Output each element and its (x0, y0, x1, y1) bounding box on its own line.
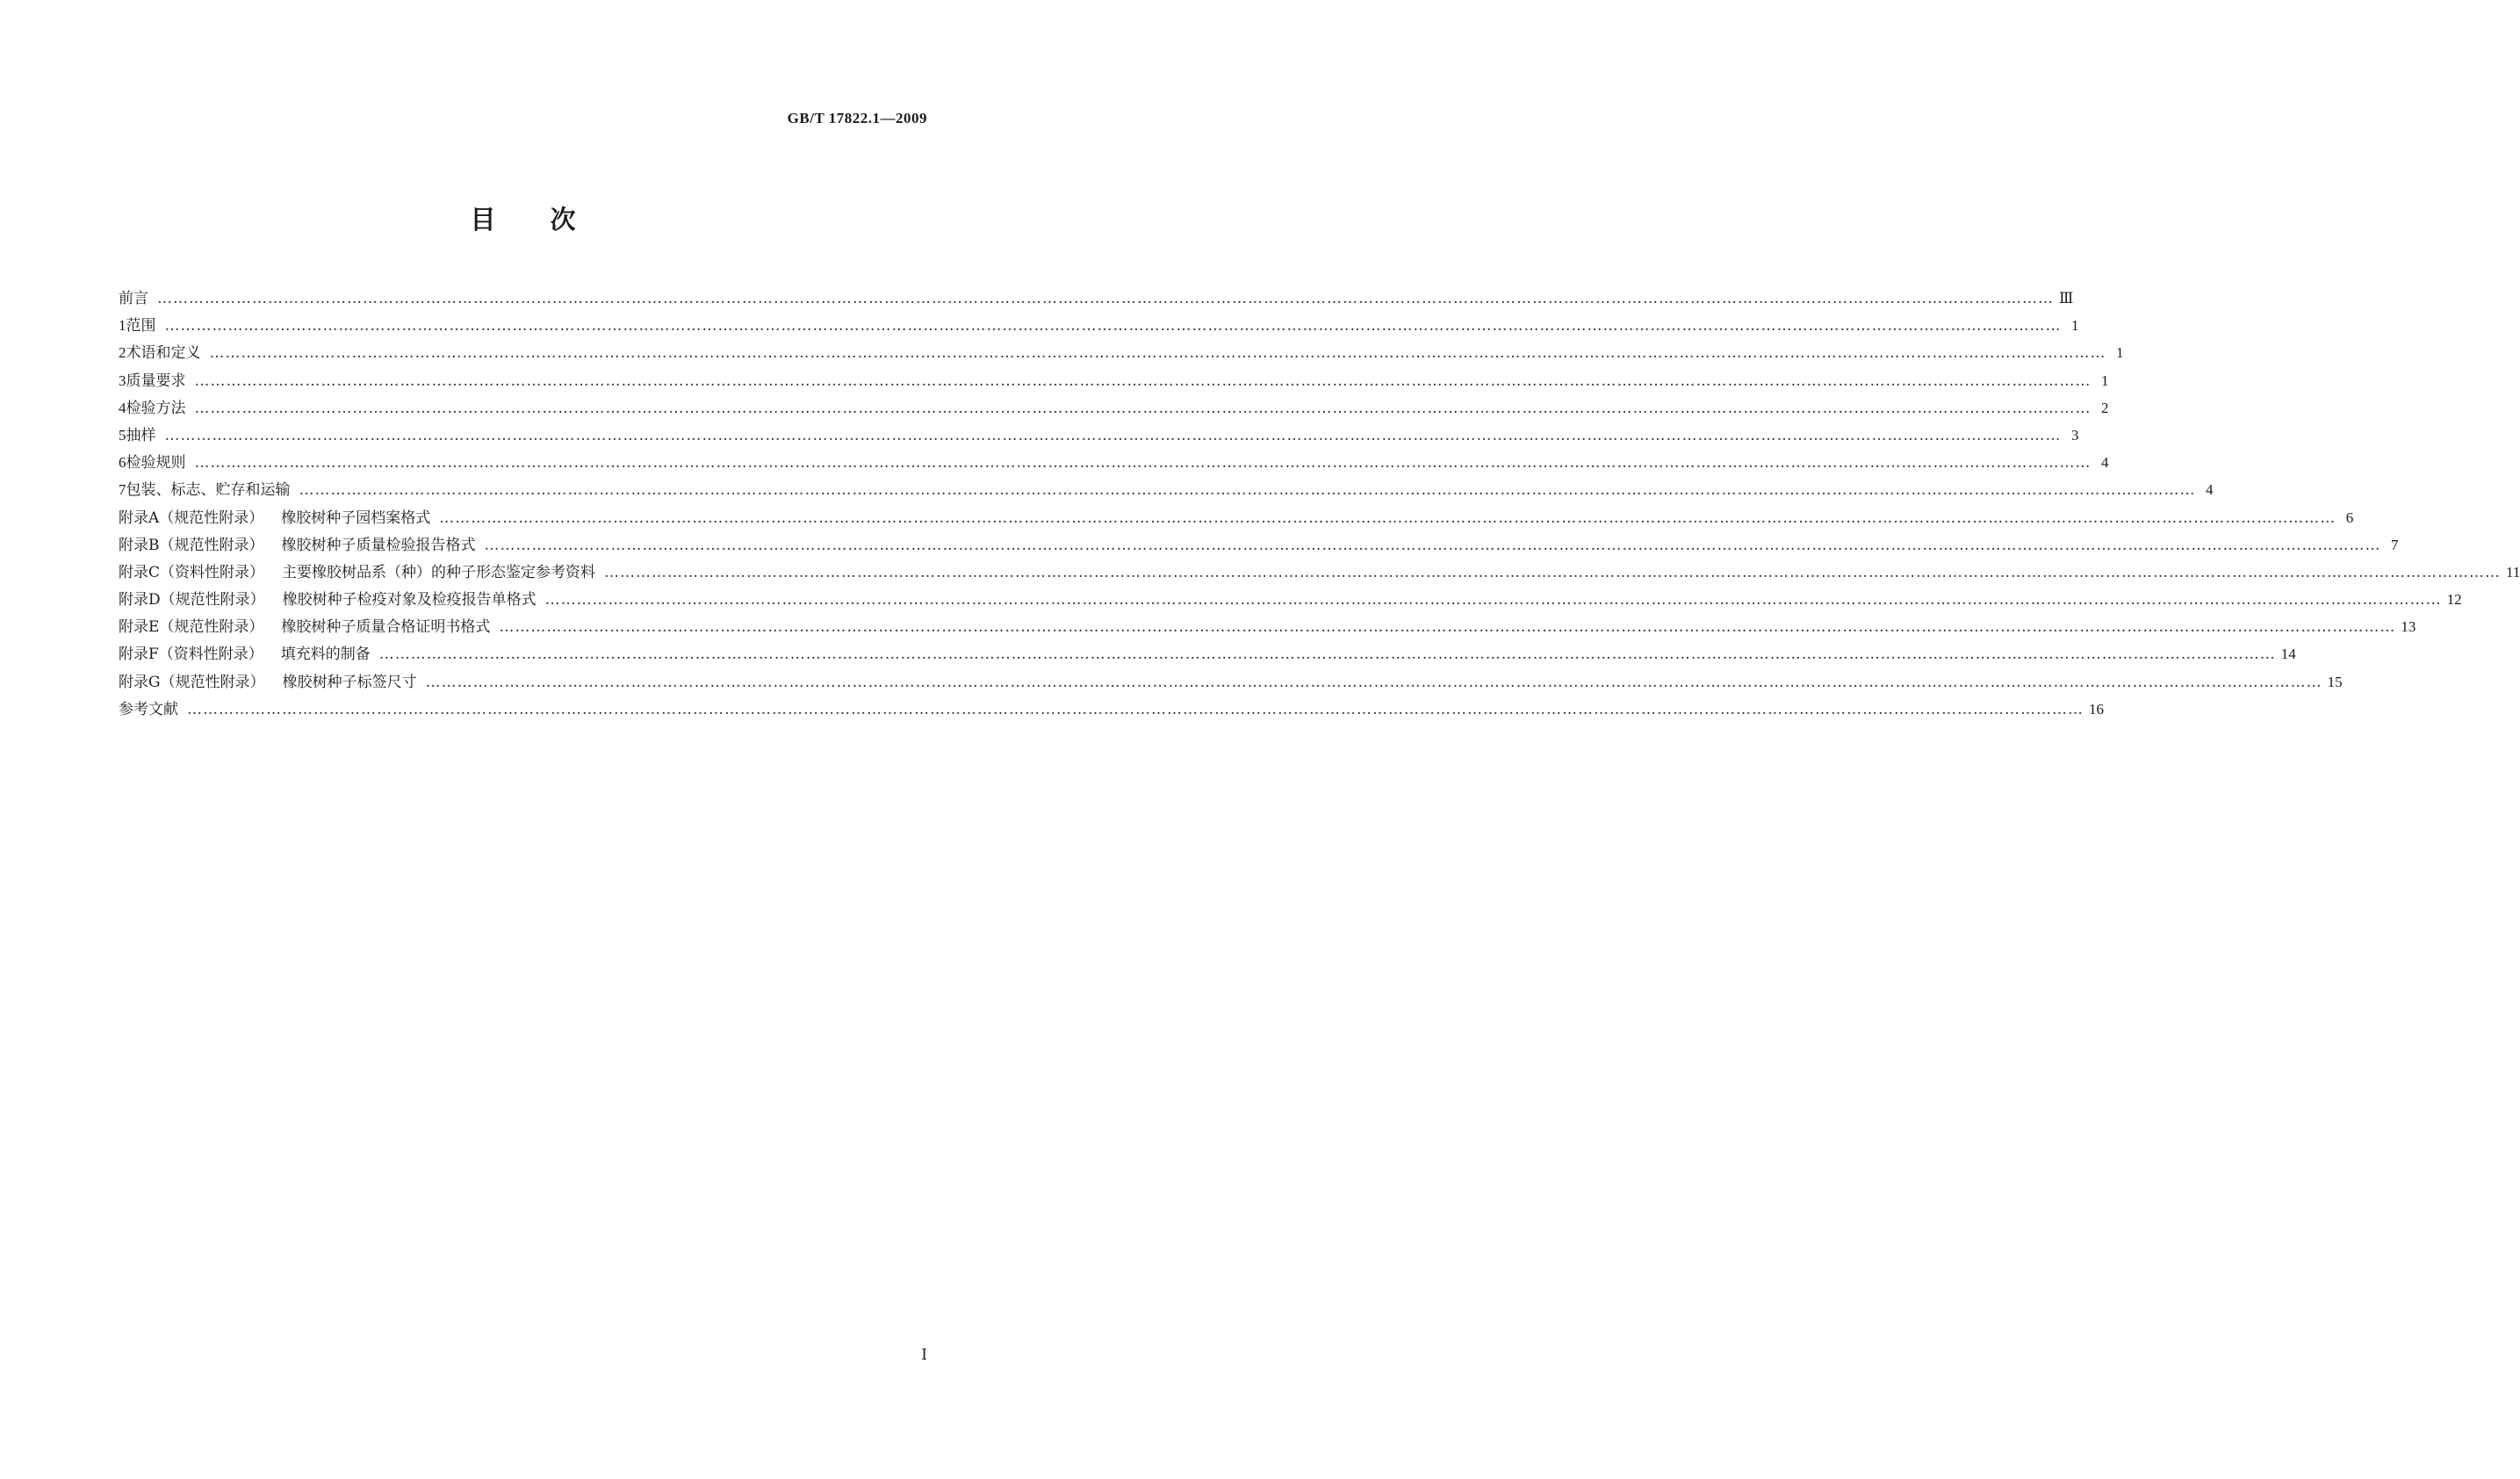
toc-entry[interactable] (119, 340, 2124, 367)
toc-entry-number: 5 (119, 426, 126, 444)
toc-entry[interactable] (119, 559, 2520, 587)
toc-entry-page: 6 (2345, 509, 2354, 526)
dot-leader: ……………………………………………………………………………………………………………………………………………………………………………………………………………………………………………………………………………………………………………………………… (194, 372, 2092, 390)
dot-leader: ……………………………………………………………………………………………………………………………………………………………………………………………………………………………………………………………………………………………………………………………… (209, 344, 2106, 363)
dot-leader: ……………………………………………………………………………………………………………………………………………………………………………………………………………………………………………………………………………………………………………………………… (544, 591, 2442, 610)
toc-entry-page: 7 (2391, 536, 2399, 553)
toc-entry[interactable] (119, 641, 2296, 668)
toc-entry-page: 1 (2071, 317, 2079, 335)
toc-entry-page: 14 (2280, 646, 2296, 663)
toc-entry-page: 1 (2101, 372, 2109, 389)
toc-entry-label: 附录F（资料性附录） (119, 646, 263, 664)
toc-entry[interactable] (119, 587, 2462, 614)
toc-entry[interactable] (119, 614, 2416, 641)
dot-leader: ……………………………………………………………………………………………………………………………………………………………………………………………………………………………………………………………………………………………………………………………… (378, 646, 2276, 664)
toc-entry[interactable] (119, 532, 2399, 559)
toc-entry-title: 橡胶树种子园档案格式 (281, 509, 431, 527)
toc-entry-page: 16 (2089, 700, 2104, 718)
toc-entry-label: 附录E（规范性附录） (119, 618, 264, 637)
toc-entry-label: 检验规则 (126, 454, 186, 473)
table-of-contents (119, 285, 2520, 724)
toc-entry-page: 15 (2327, 673, 2343, 690)
toc-entry-title: 橡胶树种子质量检验报告格式 (281, 536, 476, 554)
toc-entry[interactable] (119, 395, 2109, 422)
toc-entry-label: 附录B（规范性附录） (119, 536, 264, 554)
toc-entry[interactable] (119, 422, 2079, 450)
toc-entry-label: 抽样 (126, 426, 156, 444)
toc-entry-label: 检验方法 (126, 399, 186, 417)
dot-leader: ……………………………………………………………………………………………………………………………………………………………………………………………………………………………………………………………………………………………………………………………… (157, 290, 2054, 307)
toc-entry[interactable] (119, 669, 2343, 696)
toc-entry-number: 7 (119, 481, 126, 499)
dot-leader: ……………………………………………………………………………………………………………………………………………………………………………………………………………………………………………………………………………………………………………………………… (425, 673, 2322, 691)
toc-entry-page: 1 (2116, 344, 2124, 362)
toc-entry-label: 前言 (119, 290, 148, 307)
toc-entry-title: 橡胶树种子检疫对象及检疫报告单格式 (282, 591, 536, 610)
toc-entry-title: 橡胶树种子标签尺寸 (282, 673, 417, 691)
toc-entry-number: 1 (119, 317, 126, 335)
toc-entry-number: 4 (119, 399, 126, 416)
toc-entry-page: Ⅲ (2059, 290, 2074, 307)
toc-entry-title: 橡胶树种子质量合格证明书格式 (281, 618, 491, 637)
toc-entry-title: 填充料的制备 (280, 646, 371, 664)
dot-leader: ……………………………………………………………………………………………………………………………………………………………………………………………………………………………………………………………………………………………………………………………… (484, 536, 2381, 554)
toc-entry[interactable] (119, 368, 2109, 395)
dot-leader: ……………………………………………………………………………………………………………………………………………………………………………………………………………………………………………………………………………………………………………………………… (194, 454, 2092, 473)
toc-entry-page: 13 (2401, 618, 2416, 636)
toc-entry-number: 2 (119, 344, 126, 362)
toc-entry-label: 质量要求 (126, 372, 186, 390)
toc-entry-label: 附录D（规范性附录） (119, 591, 265, 610)
toc-entry-page: 11 (2506, 563, 2520, 581)
toc-entry-number: 6 (119, 454, 126, 472)
dot-leader: ……………………………………………………………………………………………………………………………………………………………………………………………………………………………………………………………………………………………………………………………… (164, 317, 2062, 335)
dot-leader: ……………………………………………………………………………………………………………………………………………………………………………………………………………………………………………………………………………………………………………………………… (499, 618, 2396, 637)
standard-code: GB/T 17822.1—2009 (787, 110, 927, 126)
toc-entry-label: 附录C（资料性附录） (119, 563, 265, 581)
dot-leader: ……………………………………………………………………………………………………………………………………………………………………………………………………………………………………………………………………………………………………………………………… (187, 700, 2084, 718)
toc-entry[interactable] (119, 477, 2214, 504)
page-title: 目次 (470, 205, 630, 234)
toc-entry[interactable] (119, 313, 2079, 340)
page-number: Ⅰ (921, 1346, 927, 1363)
toc-entry[interactable] (119, 285, 2074, 313)
toc-entry[interactable] (119, 696, 2104, 724)
toc-entry-title: 主要橡胶树品系（种）的种子形态鉴定参考资料 (282, 563, 596, 581)
dot-leader: ……………………………………………………………………………………………………………………………………………………………………………………………………………………………………………………………………………………………………………………………… (164, 426, 2062, 444)
dot-leader: ……………………………………………………………………………………………………………………………………………………………………………………………………………………………………………………………………………………………………………………………… (194, 399, 2092, 417)
toc-entry-page: 3 (2071, 426, 2079, 444)
toc-entry-page: 2 (2101, 399, 2109, 416)
dot-leader: ……………………………………………………………………………………………………………………………………………………………………………………………………………………………………………………………………………………………………………………………… (299, 481, 2196, 500)
dot-leader: ……………………………………………………………………………………………………………………………………………………………………………………………………………………………………………………………………………………………………………………………… (439, 509, 2336, 527)
toc-entry-page: 12 (2446, 591, 2462, 609)
toc-entry-label: 范围 (126, 317, 156, 335)
toc-entry-page: 4 (2101, 454, 2109, 472)
toc-entry-number: 3 (119, 372, 126, 389)
toc-entry[interactable] (119, 505, 2354, 532)
toc-entry-label: 附录G（规范性附录） (119, 673, 265, 691)
toc-entry[interactable] (119, 450, 2109, 477)
toc-entry-page: 4 (2206, 481, 2214, 499)
dot-leader: ……………………………………………………………………………………………………………………………………………………………………………………………………………………………………………………………………………………………………………………………… (604, 563, 2502, 581)
toc-entry-label: 参考文献 (119, 700, 178, 718)
toc-entry-label: 术语和定义 (126, 344, 201, 363)
toc-entry-label: 附录A（规范性附录） (119, 509, 264, 527)
toc-entry-label: 包装、标志、贮存和运输 (126, 481, 291, 500)
